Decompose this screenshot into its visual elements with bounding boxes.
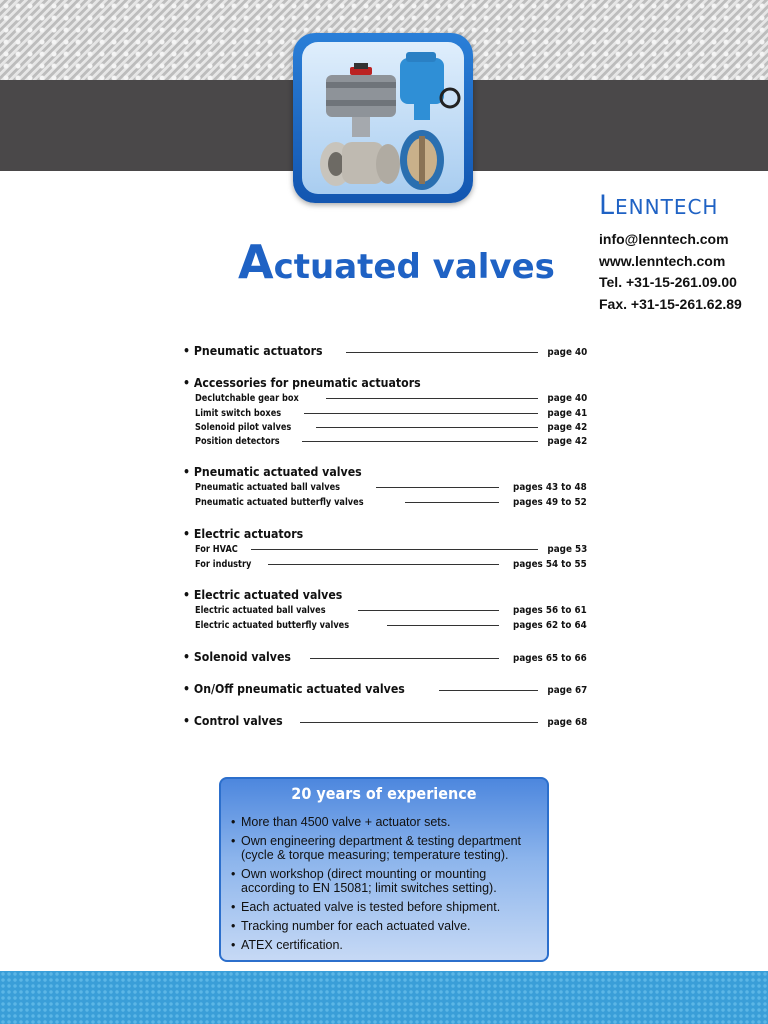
toc-item-label: For industry [195, 558, 252, 570]
toc-pneumatic-actuators [183, 340, 587, 358]
toc-item-label: Electric actuated butterfly valves [195, 619, 350, 631]
lenntech-logo [599, 190, 718, 221]
experience-item: • Each actuated valve is tested before shipment. [231, 900, 541, 914]
toc-solenoid-valves [183, 646, 587, 664]
toc-leader [346, 352, 538, 353]
toc-section-label: • Pneumatic actuators [183, 343, 323, 358]
toc-leader [358, 610, 499, 611]
title-initial: A [238, 235, 274, 289]
toc-leader [304, 413, 538, 414]
toc-page: pages 54 to 55 [513, 558, 587, 570]
toc-section-label: • Pneumatic actuated valves [183, 464, 362, 479]
contact-email[interactable]: info@lenntech.com [599, 231, 729, 247]
toc-onoff-valves [183, 678, 587, 696]
experience-title-text: 20 years of experience [291, 784, 477, 803]
toc-electric-actuators [183, 523, 587, 570]
experience-item: • Own workshop (direct mounting or mounting according to EN 15081; limit switches setting). [231, 867, 541, 895]
toc-section-label: • Electric actuators [183, 526, 304, 541]
toc-leader [316, 427, 537, 428]
brand-rest: ENNTECH [615, 195, 719, 219]
toc-item-label: Position detectors [195, 436, 280, 448]
experience-item: • More than 4500 valve + actuator sets. [231, 815, 541, 829]
contact-fax: Fax. +31-15-261.62.89 [599, 295, 742, 312]
toc-page: pages 56 to 61 [513, 605, 587, 617]
toc-page: page 41 [547, 407, 587, 419]
toc-leader [251, 549, 538, 550]
toc-page: pages 62 to 64 [513, 619, 587, 631]
contact-phone: Tel. +31-15-261.09.00 [599, 274, 737, 290]
toc-section-label: • On/Off pneumatic actuated valves [183, 681, 405, 696]
toc-electric-valves [183, 584, 587, 631]
toc-page: page 42 [547, 436, 587, 448]
toc-item-label: Solenoid pilot valves [195, 421, 292, 433]
toc-pneumatic-valves [183, 461, 587, 508]
toc-section-label: • Control valves [183, 713, 283, 728]
title-rest: ctuated valves [273, 247, 555, 287]
toc-page: page 40 [547, 393, 587, 405]
toc-leader [405, 502, 500, 503]
experience-item: • ATEX certification. [231, 938, 541, 952]
blue-footer-band [0, 971, 768, 1024]
experience-item: • Own engineering department & testing department (cycle & torque measuring; temperature testing). [231, 834, 541, 862]
toc-leader [300, 722, 537, 723]
valves-photo-frame [293, 33, 473, 203]
brand-initial: L [599, 190, 616, 221]
electric-butterfly-valve-image [400, 52, 459, 190]
toc-item-label: Pneumatic actuated butterfly valves [195, 496, 364, 508]
experience-list [231, 815, 541, 957]
toc-item-label: Limit switch boxes [195, 407, 282, 419]
toc-leader [268, 564, 500, 565]
toc-page: pages 43 to 48 [513, 482, 587, 494]
toc-item-label: For HVAC [195, 544, 238, 556]
toc-page: pages 49 to 52 [513, 496, 587, 508]
toc-page: page 67 [547, 685, 587, 696]
toc-item-label: Pneumatic actuated ball valves [195, 482, 341, 494]
contact-block [599, 229, 742, 315]
toc-section-label: • Accessories for pneumatic actuators [183, 375, 421, 390]
toc-leader [302, 441, 538, 442]
toc-page: page 68 [547, 717, 587, 728]
toc-leader [439, 690, 538, 691]
toc-accessories [183, 372, 587, 447]
valves-illustration [302, 42, 464, 194]
toc-leader [376, 487, 499, 488]
pneumatic-ball-valve-image [320, 63, 400, 186]
toc-leader [326, 398, 538, 399]
experience-title [221, 784, 547, 803]
toc-leader [387, 625, 499, 626]
experience-box [219, 777, 549, 962]
toc-item-label: Electric actuated ball valves [195, 605, 326, 617]
toc-page: pages 65 to 66 [513, 653, 587, 664]
toc-page: page 42 [547, 421, 587, 433]
toc-leader [310, 658, 500, 659]
toc-page: page 40 [547, 347, 587, 358]
toc-section-label: • Electric actuated valves [183, 587, 343, 602]
page-title [238, 235, 555, 289]
toc-section-label: • Solenoid valves [183, 649, 291, 664]
valves-photo [302, 42, 464, 194]
experience-item: • Tracking number for each actuated valve. [231, 919, 541, 933]
contact-website[interactable]: www.lenntech.com [599, 252, 726, 269]
toc-item-label: Declutchable gear box [195, 393, 299, 405]
toc-control-valves [183, 710, 587, 728]
toc-page: page 53 [547, 544, 587, 556]
